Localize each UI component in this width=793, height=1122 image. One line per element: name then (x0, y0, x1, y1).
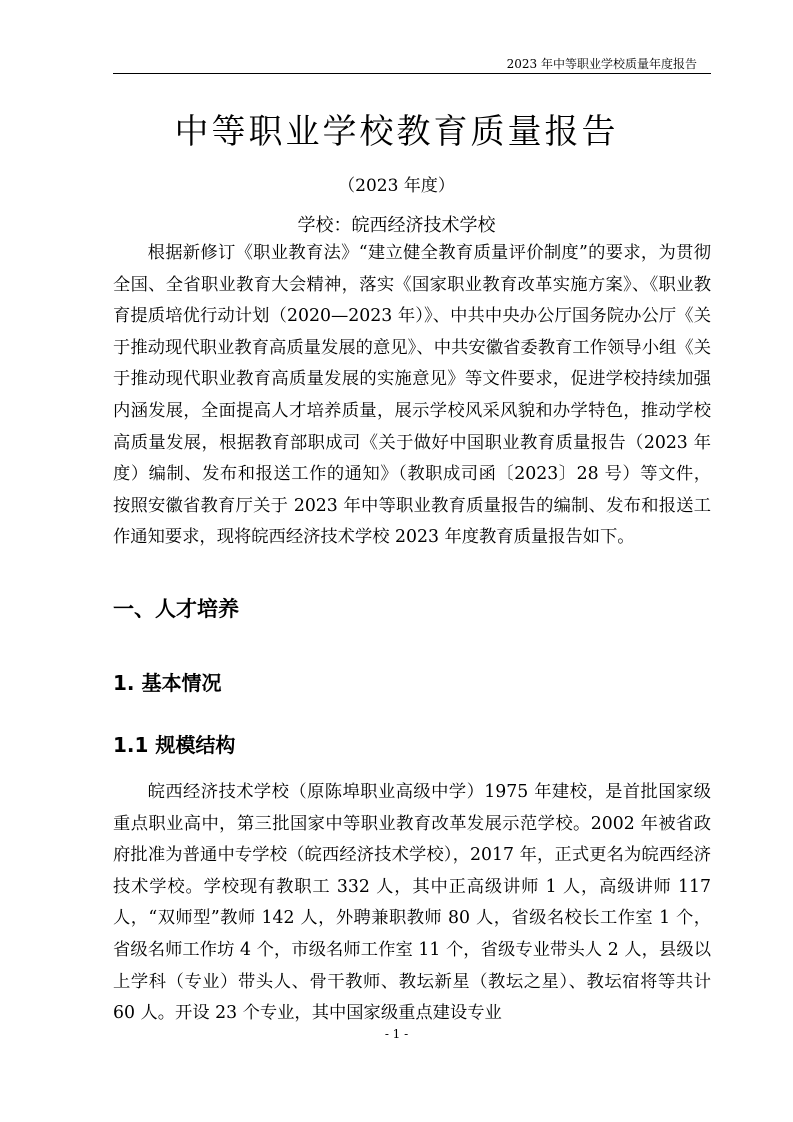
school-name: 学校：皖西经济技术学校 (297, 215, 496, 236)
intro-paragraph: 根据新修订《职业教育法》“建立健全教育质量评价制度”的要求，为贯彻全国、全省职业教育大会精神，落实《国家职业教育改革实施方案》、《职业教育提质培优行动计划（2020—2023 年）》、中共中央办公厅国务院办公厅《关于推动现代职业教育高质量发展的意见》、中共安徽省委教育工作领导小组《关于推动现代职业教育高质量发展的实施意见》等文件要求，促进学校持续加强内涵发展，全面提高人才培养质量，展示学校风采风貌和办学特色，推动学校高质量发展，根据教育部职成司《关于做好中国职业教育质量报告（2023 年度）编制、发布和报送工作的通知》（教职成司函〔2023〕28 号）等文件，按照安徽省教育厅关于 2023 年中等职业教育质量报告的编制、发布和报送工作通知要求，现将皖西经济技术学校 2023 年度教育质量报告如下。 (113, 243, 711, 548)
section-heading-talent-training: 一、人才培养 (113, 597, 239, 621)
scale-paragraph: 皖西经济技术学校（原陈埠职业高级中学）1975 年建校，是首批国家级重点职业高中，第三批国家中等职业教育改革发展示范学校。2002 年被省政府批准为普通中专学校（皖西经济技术学校），2017 年，正式更名为皖西经济技术学校。学校现有教职工 332 人，其中正高级讲师 1 人，高级讲师 117 人，“双师型”教师 142 人，外聘兼职教师 80 人，省级名校长工作室 1 个，省级名师工作坊 4 个，市级名师工作室 11 个，省级专业带头人 2 人，县级以上学科（专业）带头人、骨干教师、教坛新星（教坛之星）、教坛宿将等共计 60 人。开设 23 个专业，其中国家级重点建设专业 (113, 782, 711, 1024)
document-title: 中等职业学校教育质量报告 (174, 112, 619, 152)
report-year: （2023 年度） (338, 176, 455, 196)
header-divider (113, 73, 711, 74)
subsection-heading-scale-structure: 1.1 规模结构 (113, 733, 236, 757)
running-header: 2023 年中等职业学校质量年度报告 (506, 57, 697, 71)
page-number: - 1 - (384, 1027, 409, 1041)
subsection-heading-basic-info: 1. 基本情况 (113, 671, 222, 695)
